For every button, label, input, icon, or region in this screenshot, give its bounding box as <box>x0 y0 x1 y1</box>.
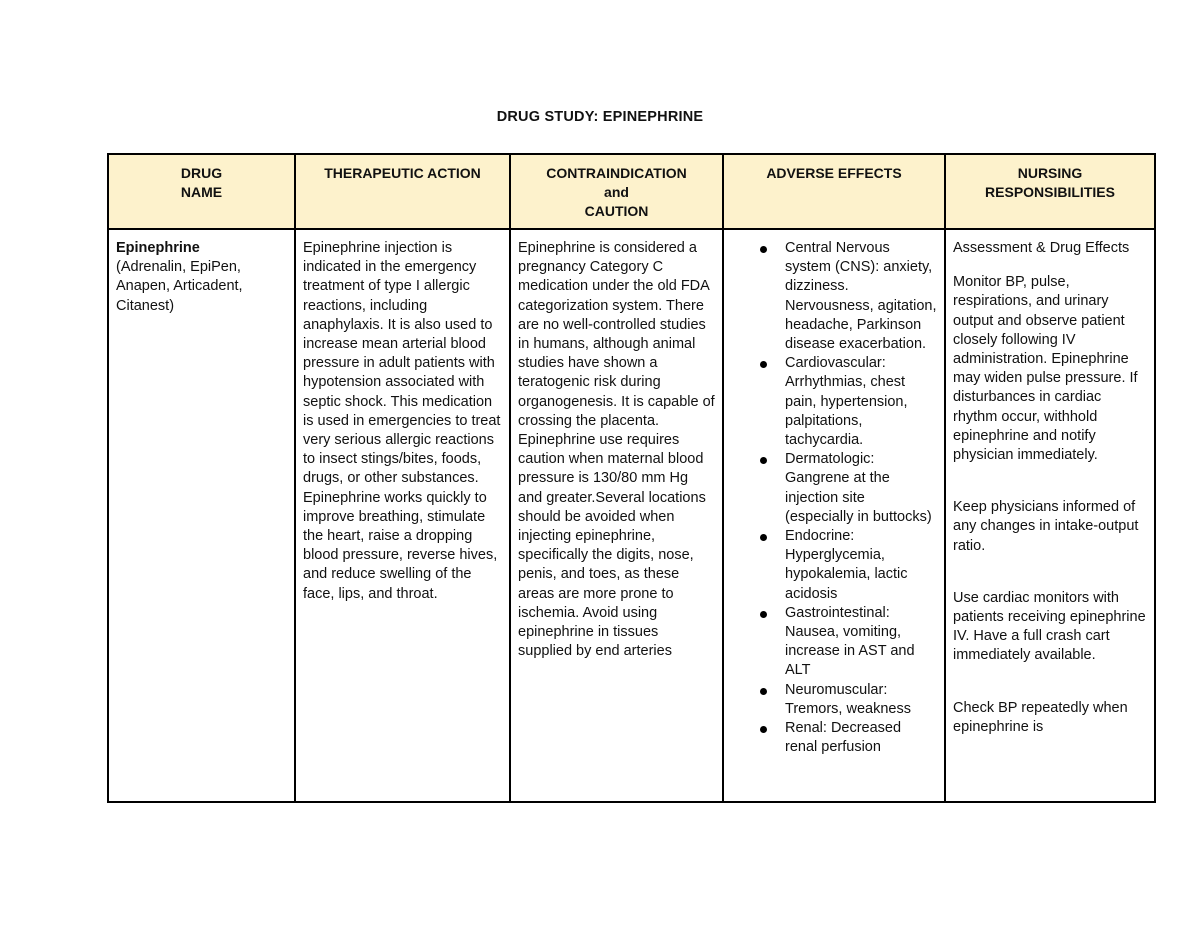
list-item: Renal: Decreased renal perfusion <box>731 719 937 757</box>
nursing-paragraph-1: Monitor BP, pulse, respirations, and urinary output and observe patient closely following IV administration. Epinephrine may widen pulse pressure. If disturbances in cardiac rhythm occur, withhold epinephrine and notify physician immediately. <box>953 274 1138 464</box>
header-therapeutic-action <box>295 154 510 229</box>
list-item: Neuromuscular: Tremors, weakness <box>731 681 937 719</box>
cell-contraindication <box>510 229 723 802</box>
header-therapeutic-action-line-1: THERAPEUTIC ACTION <box>324 165 481 181</box>
cell-drug-name <box>108 229 295 802</box>
nursing-paragraph-3: Use cardiac monitors with patients receiving epinephrine IV. Have a full crash cart immediately available. <box>953 589 1146 664</box>
header-contraindication-line-3: CAUTION <box>584 203 649 219</box>
spacer <box>953 258 1147 273</box>
adverse-effects-list <box>731 239 937 757</box>
header-adverse-effects <box>723 154 945 229</box>
list-item: Endocrine: Hyperglycemia, hypokalemia, lactic acidosis <box>731 527 937 604</box>
spacer <box>953 465 1147 498</box>
spacer <box>953 666 1147 699</box>
header-nursing <box>945 154 1155 229</box>
header-contraindication <box>510 154 723 229</box>
header-drug-name-line-1: DRUG <box>180 165 223 181</box>
list-item: Dermatologic: Gangrene at the injection site (especially in buttocks) <box>731 450 937 527</box>
header-contraindication-line-2: and <box>604 184 629 200</box>
header-drug-name <box>108 154 295 229</box>
header-nursing-line-1: NURSING <box>1017 165 1083 181</box>
therapeutic-action-text: Epinephrine injection is indicated in the emergency treatment of type I allergic reactions, including anaphylaxis. It is also used to increase mean arterial blood pressure in adult patients with hypotension associated with septic shock. This medication is used in emergencies to treat very serious allergic reactions to insect stings/bites, foods, drugs, or other substances. Epinephrine works quickly to improve breathing, stimulate the heart, raise a dropping blood pressure, reverse hives, and reduce swelling of the face, lips, and throat. <box>303 240 501 602</box>
table-row <box>108 229 1155 802</box>
list-item: Cardiovascular: Arrhythmias, chest pain, hypertension, palpitations, tachycardia. <box>731 354 937 450</box>
cell-adverse-effects <box>723 229 945 802</box>
header-adverse-effects-line-1: ADVERSE EFFECTS <box>766 165 902 181</box>
drug-study-table <box>107 153 1156 803</box>
header-row <box>108 154 1155 229</box>
nursing-paragraph-2: Keep physicians informed of any changes in intake-output ratio. <box>953 499 1139 554</box>
spacer <box>953 556 1147 589</box>
nursing-content <box>953 239 1147 737</box>
nursing-paragraph-4: Check BP repeatedly when epinephrine is <box>953 699 1128 735</box>
header-drug-name-line-2: NAME <box>180 184 223 200</box>
cell-therapeutic-action <box>295 229 510 802</box>
drug-name: Epinephrine <box>116 240 200 256</box>
brand-names: (Adrenalin, EpiPen, Anapen, Articadent, Citanest) <box>116 259 243 314</box>
page-title: DRUG STUDY: EPINEPHRINE <box>496 109 704 125</box>
header-nursing-line-2: RESPONSIBILITIES <box>985 184 1115 200</box>
cell-nursing <box>945 229 1155 802</box>
nursing-heading: Assessment & Drug Effects <box>953 240 1130 256</box>
contraindication-text: Epinephrine is considered a pregnancy Category C medication under the old FDA categorization system. There are no well-controlled studies in humans, although animal studies have shown a teratogenic risk during organogenesis. It is capable of crossing the placenta. Epinephrine use requires caution when maternal blood pressure is 130/80 mm Hg and greater.Several locations should be avoided when injecting epinephrine, specifically the digits, nose, penis, and toes, as these areas are more prone to ischemia. Avoid using epinephrine in tissues supplied by end arteries <box>518 240 715 660</box>
list-item: Gastrointestinal: Nausea, vomiting, increase in AST and ALT <box>731 604 937 681</box>
header-contraindication-line-1: CONTRAINDICATION <box>546 165 687 181</box>
list-item: Central Nervous system (CNS): anxiety, dizziness. Nervousness, agitation, headache, Parkinson disease exacerbation. <box>731 239 937 354</box>
